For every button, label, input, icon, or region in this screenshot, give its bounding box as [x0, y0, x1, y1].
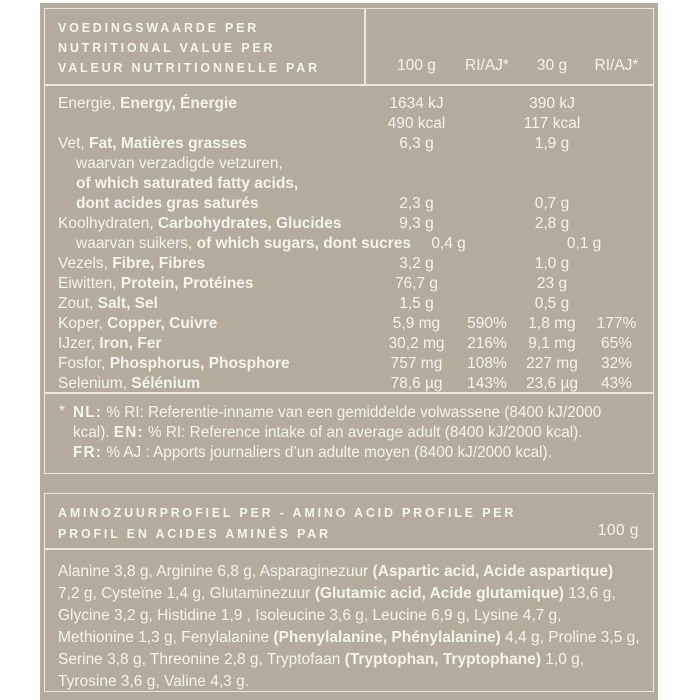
text-segment-bold: Salt, Sel — [97, 295, 158, 312]
row-label — [58, 274, 379, 294]
text-segment-bold: of which sugars, dont sucres — [196, 235, 412, 252]
text-segment: 4,4 g, Proline 3,5 g, — [500, 629, 640, 646]
text-segment: Methionine 1,3 g, Fenylalanine — [58, 629, 274, 646]
value-cell: 0,5 g — [534, 295, 570, 312]
nutrition-label-panel — [40, 3, 658, 700]
column-header: 100 g — [397, 57, 436, 74]
row-label — [58, 134, 379, 154]
value-cell: 3,2 g — [399, 255, 434, 272]
text-segment-bold: EN: — [113, 424, 144, 441]
amino-profile-box — [44, 549, 654, 692]
amino-title-line-1: AMINOZUURPROFIEL PER - AMINO ACID PROFILE PER — [58, 506, 517, 520]
row-label — [58, 234, 411, 254]
value-cell: 216% — [467, 335, 507, 352]
text-segment: Vezels, — [58, 255, 113, 272]
nutrition-title-line-fr: VALEUR NUTRITIONNELLE PAR — [58, 61, 320, 75]
value-cell: 23,6 µg — [525, 375, 579, 392]
row-label — [58, 154, 379, 174]
value-cell: 1634 kJ — [389, 95, 444, 112]
text-segment-bold: dont acides gras saturés — [76, 195, 259, 212]
value-cell: 177% — [596, 315, 637, 332]
value-cell: 76,7 g — [394, 275, 439, 292]
amino-line — [58, 605, 639, 627]
row-label — [58, 374, 379, 394]
nutrition-row — [58, 214, 649, 234]
column-header: RI/AJ* — [594, 57, 639, 74]
footnote-asterisk: * — [59, 403, 65, 420]
nutrition-row — [58, 374, 649, 394]
text-segment: waarvan suikers, — [76, 235, 197, 252]
value-cell: 5,9 mg — [392, 315, 441, 332]
amino-line — [58, 561, 639, 583]
amino-title-line-2: PROFIL EN ACIDES AMINÉS PAR — [58, 527, 331, 541]
text-segment-bold: (Aspartic acid, Acide aspartique) — [372, 563, 614, 580]
value-cell: 757 mg — [390, 355, 443, 372]
nutrition-row — [58, 114, 649, 134]
text-segment-bold: Copper, Cuivre — [107, 315, 218, 332]
text-segment-bold: Phosphorus, Phosphore — [109, 355, 290, 372]
nutrition-row — [58, 254, 649, 274]
nutrition-row — [58, 234, 649, 254]
text-segment: 13,6 g, — [563, 585, 616, 602]
value-cell: 65% — [600, 335, 633, 352]
nutrition-header-box — [44, 8, 654, 85]
amino-title — [45, 494, 653, 545]
value-cell: 9,3 g — [399, 215, 434, 232]
amino-header-box — [44, 493, 654, 549]
text-segment: Koolhydraten, — [58, 215, 158, 232]
text-segment: kcal). — [73, 424, 114, 441]
value-cell: 590% — [467, 315, 507, 332]
nutrition-row — [58, 294, 649, 314]
text-segment-bold: Energy, Énergie — [120, 95, 237, 112]
text-segment-bold: Carbohydrates, Glucides — [157, 215, 342, 232]
text-segment-bold: Fibre, Fibres — [112, 255, 206, 272]
nutrition-title-line-en: NUTRITIONAL VALUE PER — [58, 41, 276, 55]
footnote-line — [73, 443, 639, 463]
text-segment: Energie, — [58, 95, 121, 112]
row-label — [58, 174, 379, 194]
text-segment-bold: FR: — [73, 444, 103, 461]
text-segment: Eiwitten, — [58, 275, 121, 292]
text-segment: Serine 3,8 g, Threonine 2,8 g, Tryptofaan — [58, 651, 345, 668]
text-segment: Glycine 3,2 g, Histidine 1,9 , Isoleucine 3,6 g, Leucine 6,9 g, Lysine 4,7 g, — [58, 607, 562, 624]
value-cell: 143% — [467, 375, 507, 392]
value-cell: 227 mg — [526, 355, 578, 372]
text-segment: Koper, — [58, 315, 108, 332]
text-segment-bold: of which saturated fatty acids, — [76, 175, 299, 192]
text-segment: % RI: Referentie-inname van een gemiddelde volwassene (8400 kJ/2000 — [102, 404, 602, 421]
text-segment: % AJ : Apports journaliers d’un adulte moyen (8400 kJ/2000 kcal). — [102, 444, 552, 461]
footnote-line — [73, 403, 639, 423]
value-cell: 2,8 g — [534, 215, 570, 232]
row-label — [58, 334, 379, 354]
nutrition-row — [58, 154, 649, 174]
amino-line — [58, 583, 639, 605]
value-cell: 490 kcal — [387, 115, 446, 132]
row-label — [58, 354, 379, 374]
row-label — [58, 314, 379, 334]
value-cell: 1,5 g — [399, 295, 434, 312]
text-segment: Vet, — [58, 135, 90, 152]
nutrition-row — [58, 134, 649, 154]
row-label — [58, 214, 379, 234]
text-segment: Zout, — [58, 295, 98, 312]
row-label — [58, 194, 379, 214]
nutrition-row — [58, 174, 649, 194]
column-header: 30 g — [536, 57, 568, 74]
nutrition-row — [58, 354, 649, 374]
text-segment: Alanine 3,8 g, Arginine 6,8 g, Asparaginezuur — [58, 563, 373, 580]
value-cell: 78,6 µg — [390, 375, 443, 392]
amino-line — [58, 671, 639, 693]
value-cell: 23 g — [536, 275, 568, 292]
text-segment: Selenium, — [58, 375, 132, 392]
value-cell: 0,4 g — [431, 235, 466, 252]
amino-line — [58, 627, 639, 649]
amino-line — [58, 649, 639, 671]
value-cell: 9,1 mg — [528, 335, 576, 352]
row-label — [58, 254, 379, 274]
value-cell: 30,2 mg — [388, 335, 445, 352]
footnote-box — [44, 393, 654, 474]
text-segment: 7,2 g, Cysteïne 1,4 g, Glutaminezuur — [58, 585, 315, 602]
value-cell: 1,8 mg — [528, 315, 576, 332]
text-segment-bold: Iron, Fer — [99, 335, 162, 352]
nutrition-row — [58, 274, 649, 294]
text-segment: waarvan verzadigde vetzuren, — [76, 155, 283, 172]
text-segment: % RI: Reference intake of an average adult (8400 kJ/2000 kcal). — [143, 424, 583, 441]
text-segment: Fosfor, — [58, 355, 110, 372]
value-cell: 0,1 g — [566, 235, 602, 252]
text-segment-bold: Sélénium — [131, 375, 201, 392]
value-cell: 117 kcal — [523, 115, 581, 132]
text-segment-bold: Protein, Protéines — [120, 275, 254, 292]
row-label — [58, 94, 379, 114]
column-header: RI/AJ* — [465, 57, 509, 74]
nutrition-row — [58, 314, 649, 334]
value-cell: 390 kJ — [529, 95, 575, 112]
value-cell: 32% — [600, 355, 633, 372]
text-segment-bold: (Glutamic acid, Acide glutamique) — [314, 585, 564, 602]
value-cell: 1,9 g — [534, 135, 570, 152]
value-cell: 108% — [467, 355, 507, 372]
value-cell: 0,7 g — [534, 195, 570, 212]
nutrition-row — [58, 94, 649, 114]
column-headers-row — [58, 57, 649, 75]
nutrition-row — [58, 194, 649, 214]
nutrition-title-line-nl: VOEDINGSWAARDE PER — [58, 21, 260, 35]
text-segment: IJzer, — [58, 335, 100, 352]
row-label — [58, 294, 379, 314]
text-segment-bold: (Phenylalanine, Phénylalanine) — [273, 629, 501, 646]
nutrition-row — [58, 334, 649, 354]
text-segment: Tyrosine 3,6 g, Valine 4,3 g. — [58, 673, 249, 690]
footnote-line — [73, 423, 639, 443]
value-cell: 6,3 g — [399, 135, 434, 152]
text-segment: 1,0 g, — [541, 651, 585, 668]
value-cell: 1,0 g — [534, 255, 570, 272]
text-segment-bold: (Tryptophan, Tryptophane) — [344, 651, 541, 668]
nutrition-table-box — [44, 85, 654, 393]
value-cell: 2,3 g — [399, 195, 434, 212]
amino-amount: 100 g — [597, 522, 639, 539]
text-segment-bold: Fat, Matières grasses — [89, 135, 247, 152]
text-segment-bold: NL: — [73, 404, 103, 421]
value-cell: 43% — [600, 375, 633, 392]
